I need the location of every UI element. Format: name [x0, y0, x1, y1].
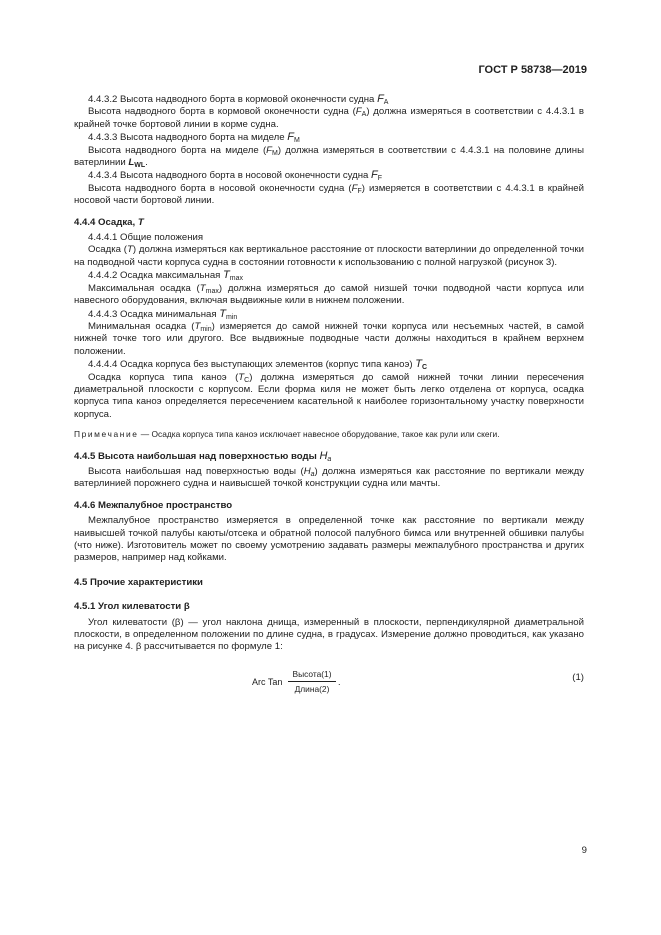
subsection-4444-title: 4.4.4.4 Осадка корпуса без выступающих элементов (корпус типа каноэ) $T_C$: [88, 358, 427, 372]
formula-1: [74, 664, 584, 700]
subsection-4443-title: 4.4.4.3 Осадка минимальная $T_{min}$: [88, 307, 238, 321]
subsection-4442-title: 4.4.4.2 Осадка максимальная $T_{max}$: [88, 269, 243, 283]
note: Примечание — Осадка корпуса типа каноэ исключает навесное оборудование, такое как рули или скеги.: [74, 429, 500, 440]
document-body: [74, 93, 584, 700]
subsection-4441-text: Осадка (T) должна измеряться как вертикальное расстояние от плоскости ватерлинии до определенной точки на подводной части корпуса судна в состоянии готовности к использованию с полной нагрузкой (рисунок 3).: [74, 244, 584, 268]
section-45-heading: 4.5 Прочие характеристики: [74, 576, 203, 588]
section-451-text: Угол килеватости (β) — угол наклона днища, измеренный в плоскости, перпендикулярной диаметральной плоскости, в определенном положении по длине судна, в градусах. Измерение должно проводиться, как указано на рисунке 4. β рассчитывается по формуле 1:: [74, 616, 584, 653]
subsection-4434-text: Высота надводного борта в носовой оконечности судна $(F_F)$ измеряется в соответствии с 4.4.3.1 в крайней носовой части бортовой линии.: [74, 182, 584, 207]
section-444-heading: 4.4.4 Осадка, T: [74, 216, 144, 228]
section-446-heading: 4.4.6 Межпалубное пространство: [74, 499, 233, 511]
subsection-4442-text: Максимальная осадка $(T_{max})$ должна измеряться до самой низшей точки подводной части корпуса или навесного оборудования, включая выдвижные кили в нижнем положении.: [74, 282, 584, 307]
formula-fraction: [288, 668, 336, 696]
formula-denominator: Длина(2): [294, 684, 330, 695]
subsection-4441-title: 4.4.4.1 Общие положения: [88, 232, 204, 244]
section-451-heading: 4.5.1 Угол килеватости β: [74, 601, 190, 613]
section-446-text: Межпалубное пространство измеряется в определенной точке как расстояние по вертикали между наивысшей точкой палубы каюты/отсека и обратной полосой палубного бимса или внутренней обшивки палубы (что ниже). Изготовитель может по своему усмотрению задавать размеры межпалубного пространства и других размеров, например над койками.: [74, 515, 584, 564]
subsection-4432-text: Высота надводного борта в кормовой оконечности судна $(F_A)$ должна измеряться в соответствии с 4.4.3.1 в крайней точке бортовой линии в корме судна.: [74, 106, 584, 130]
formula-lhs: Arc Tan: [252, 676, 283, 687]
subsection-4433-title: 4.4.3.3 Высота надводного борта на миделе $F_M$: [88, 131, 300, 145]
subsection-4434-title: 4.4.3.4 Высота надводного борта в носовой оконечности судна $F_F$: [88, 169, 383, 183]
page-number: 9: [581, 845, 587, 856]
formula-number: (1): [572, 671, 584, 683]
subsection-4443-text: Минимальная осадка $(T_{min})$ измеряется до самой нижней точки корпуса или несъемных частей, в самой нижней точке того или другого. Все выдвижные подводные части должны находиться в крайнем верхнем положении.: [74, 320, 584, 357]
subsection-4432-title: 4.4.3.2 Высота надводного борта в кормовой оконечности судна $F_A$: [88, 93, 389, 106]
subsection-4444-text: Осадка корпуса типа каноэ $(T_C)$ должна измеряться до самой нижней точки линии пересечения диаметральной плоскости с корпусом. Если форма киля не может быть легко отделена от корпуса, осадка корпуса типа каноэ определяется пересечением касательной к наиболее горизонтальному участку поверхности корпуса.: [74, 371, 584, 420]
formula-numerator: Высота(1): [288, 668, 336, 682]
subsection-4433-text: Высота надводного борта на миделе $(F_M)$ должна измеряться в соответствии с 4.4.3.1 на половине длины ватерлинии $L_{WL}$.: [74, 144, 584, 170]
formula-terminator: .: [338, 676, 341, 687]
section-445-heading: 4.4.5 Высота наибольшая над поверхностью воды $H_a$: [74, 449, 332, 463]
standard-code: ГОСТ Р 58738—2019: [478, 64, 587, 76]
section-445-text: Высота наибольшая над поверхностью воды $(H_a)$ должна измеряться как расстояние по вертикали между ватерлинией порожнего судна и наивысшей точкой конструкции судна или мачты.: [74, 465, 584, 490]
note-label: Примечание: [74, 429, 139, 440]
